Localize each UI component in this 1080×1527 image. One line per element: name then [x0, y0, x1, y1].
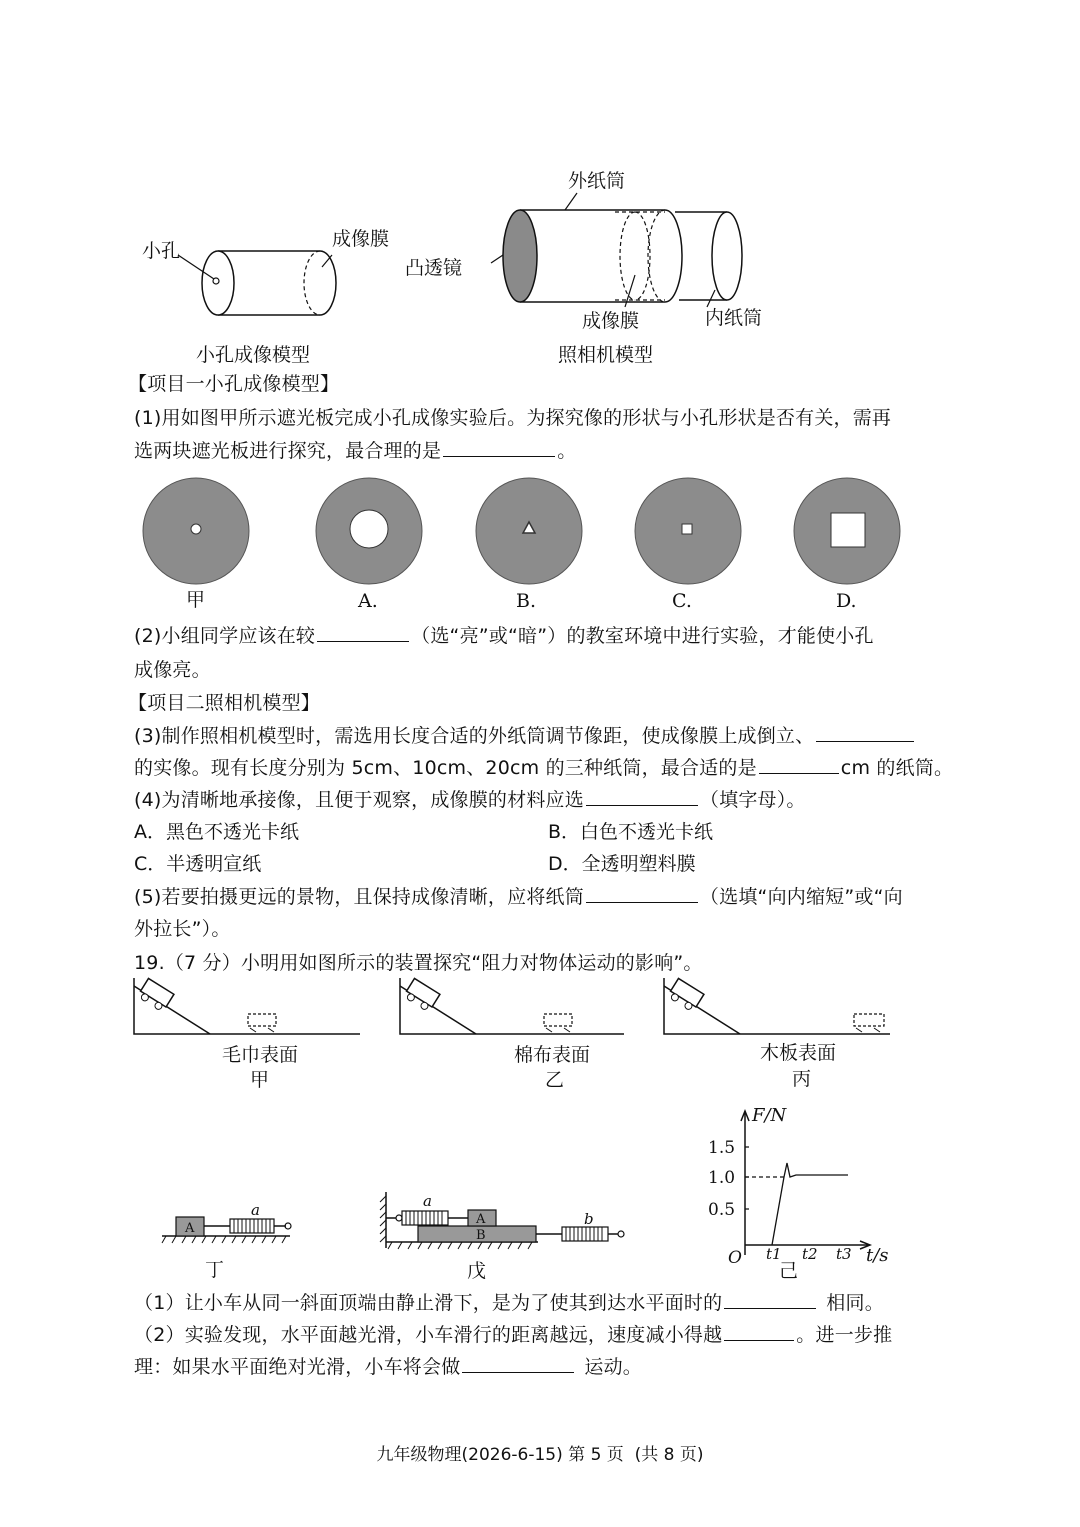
- figure-ji-tag: 己: [779, 1260, 799, 1282]
- camera-lens-label: 凸透镜: [405, 257, 463, 279]
- figure-wu-tag: 戊: [467, 1260, 487, 1282]
- question-19-part2-line1: （2）实验发现，水平面越光滑，小车滑行的距离越远，速度减小得越 。进一步推: [134, 1324, 893, 1346]
- surface-cotton-label: 棉布表面: [514, 1044, 591, 1066]
- answer-blank-3a[interactable]: [816, 740, 914, 742]
- option-c: C．半透明宣纸: [134, 853, 262, 875]
- ji-xtick-t1: t1: [766, 1245, 782, 1263]
- incline-wood: [662, 978, 892, 1040]
- disc-label-jia: 甲: [186, 589, 206, 611]
- question-4: (4)为清晰地承接像，且便于观察，成像膜的材料应选 （填字母）。: [134, 789, 806, 811]
- camera-inner-label: 内纸筒: [705, 307, 763, 329]
- ji-origin-label: O: [728, 1248, 742, 1268]
- incline-cotton: [398, 978, 628, 1040]
- question-1-line1: (1)用如图甲所示遮光板完成小孔成像实验后。为探究像的形状与小孔形状是否有关，需再: [134, 407, 892, 429]
- pinhole-screen-label: 成像膜: [332, 228, 390, 250]
- wu-spring-a-label: a: [423, 1192, 432, 1210]
- option-a: A．黑色不透光卡纸: [134, 821, 299, 843]
- ji-xtick-t2: t2: [802, 1245, 818, 1263]
- figure-wu: [378, 1190, 628, 1250]
- disc-a: [315, 477, 423, 585]
- question-1-line2: 选两块遮光板进行探究，最合理的是 。: [134, 440, 577, 462]
- disc-b: [475, 477, 583, 585]
- answer-blank-5[interactable]: [586, 901, 698, 903]
- question-2-line1: (2)小组同学应该在较 （选“亮”或“暗”）的教室环境中进行实验，才能使小孔: [134, 625, 874, 647]
- section2-heading: 【项目二照相机模型】: [128, 692, 321, 714]
- figure-ding-tag: 丁: [205, 1259, 225, 1281]
- answer-blank-1[interactable]: [443, 455, 555, 457]
- question-5-line1: (5)若要拍摄更远的景物，且保持成像清晰，应将纸筒 （选填“向内缩短”或“向: [134, 886, 903, 908]
- wu-block-a-label: A: [476, 1212, 486, 1227]
- surface-wood-label: 木板表面: [760, 1042, 837, 1064]
- ding-block-label: A: [185, 1221, 195, 1236]
- disc-label-a: A.: [358, 590, 378, 612]
- question-19-part1: （1）让小车从同一斜面顶端由静止滑下，是为了使其到达水平面时的 相同。: [134, 1292, 884, 1314]
- ji-y-axis-label: F/N: [752, 1105, 787, 1126]
- question-2-line2: 成像亮。: [134, 659, 211, 681]
- ding-spring-label: a: [251, 1201, 260, 1219]
- disc-label-d: D.: [836, 590, 857, 612]
- surface-wood-tag: 丙: [792, 1068, 812, 1090]
- pinhole-hole-label: 小孔: [142, 240, 181, 262]
- disc-label-b: B.: [516, 590, 537, 612]
- ji-ytick-0-5: 0.5: [708, 1200, 736, 1220]
- ji-xtick-t3: t3: [836, 1245, 852, 1263]
- question-3-line2: 的实像。现有长度分别为 5cm、10cm、20cm 的三种纸筒，最合适的是 cm 的纸筒。: [134, 757, 954, 779]
- answer-blank-3b[interactable]: [759, 772, 839, 774]
- wu-block-b-label: B: [476, 1228, 486, 1243]
- disc-c: [634, 477, 742, 585]
- answer-blank-2[interactable]: [317, 640, 409, 642]
- disc-d: [793, 477, 901, 585]
- surface-towel-tag: 甲: [250, 1069, 270, 1091]
- camera-outer-label: 外纸筒: [568, 170, 626, 192]
- incline-towel: [132, 978, 362, 1040]
- ji-ytick-1-0: 1.0: [708, 1168, 736, 1188]
- question-19-stem: 19.（7 分）小明用如图所示的装置探究“阻力对物体运动的影响”。: [134, 952, 703, 974]
- wu-spring-b-label: b: [584, 1210, 594, 1228]
- disc-label-c: C.: [672, 590, 692, 612]
- figure-ding: [160, 1200, 295, 1250]
- figure-ji-graph: [700, 1105, 900, 1268]
- ji-ytick-1-5: 1.5: [708, 1138, 736, 1158]
- question-5-line2: 外拉长”）。: [134, 918, 231, 940]
- disc-jia: [142, 477, 250, 585]
- answer-blank-19-1[interactable]: [724, 1307, 816, 1309]
- question-19-part2-line2: 理：如果水平面绝对光滑，小车将会做 运动。: [134, 1356, 643, 1378]
- surface-cotton-tag: 乙: [545, 1069, 565, 1091]
- answer-blank-4[interactable]: [586, 804, 698, 806]
- question-3-line1: (3)制作照相机模型时，需选用长度合适的外纸筒调节像距，使成像膜上成倒立、: [134, 725, 916, 748]
- camera-model-figure: [495, 195, 765, 320]
- section1-heading: 【项目一小孔成像模型】: [128, 373, 340, 395]
- option-b: B．白色不透光卡纸: [548, 821, 714, 843]
- ji-x-axis-label: t/s: [866, 1245, 889, 1266]
- camera-caption: 照相机模型: [558, 344, 654, 366]
- surface-towel-label: 毛巾表面: [222, 1044, 299, 1066]
- pinhole-caption: 小孔成像模型: [196, 344, 311, 366]
- camera-screen-label: 成像膜: [582, 310, 640, 332]
- answer-blank-19-2a[interactable]: [724, 1339, 794, 1341]
- page-footer: 九年级物理(2026-6-15) 第 5 页 (共 8 页): [376, 1445, 704, 1465]
- option-d: D．全透明塑料膜: [548, 853, 696, 875]
- answer-blank-19-2b[interactable]: [462, 1371, 574, 1373]
